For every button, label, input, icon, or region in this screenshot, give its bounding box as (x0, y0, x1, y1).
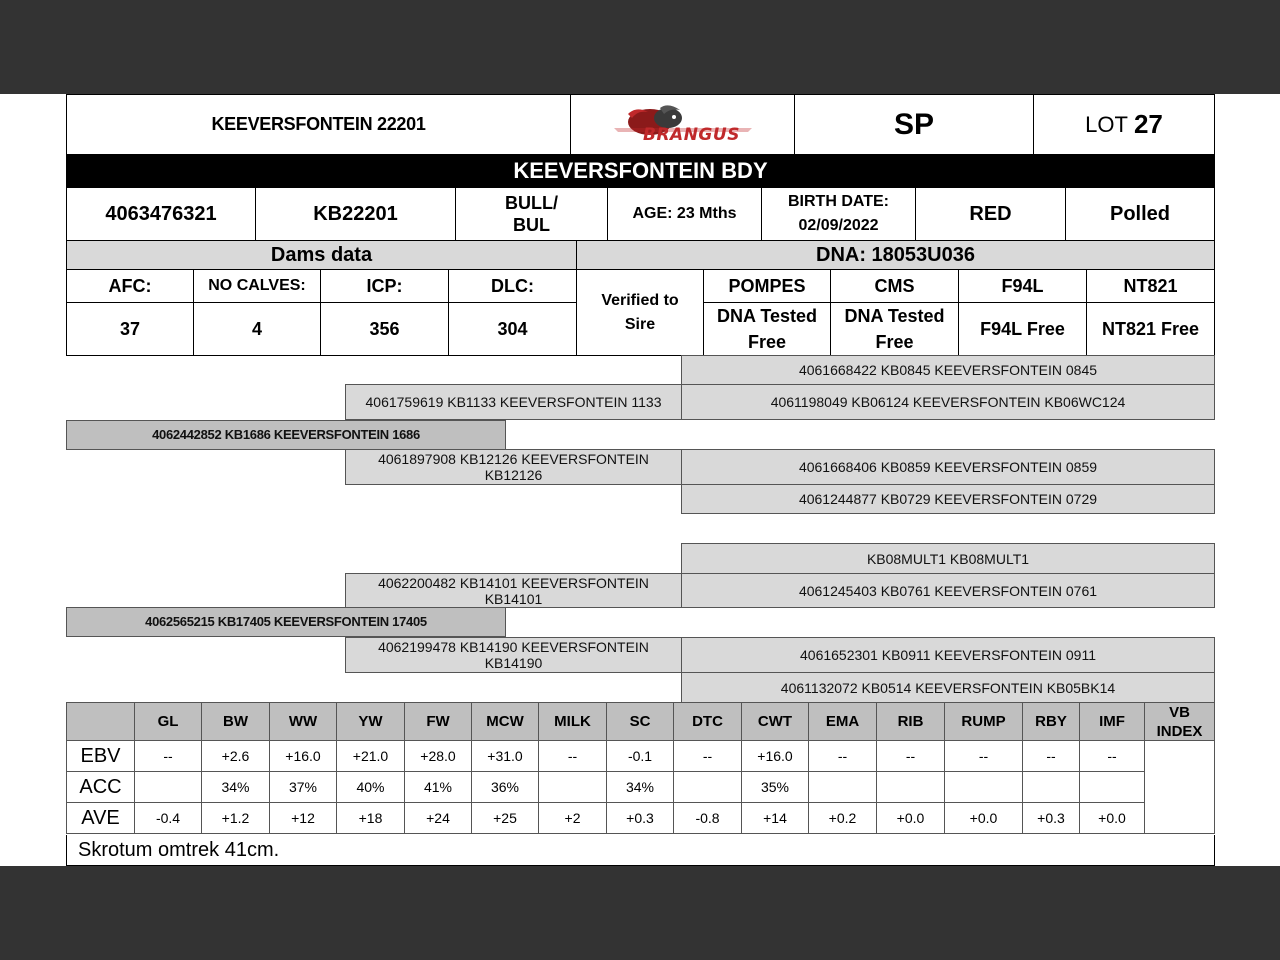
ebv-value-acc-sc: 34% (606, 771, 674, 803)
ebv-value-ave-dtc: -0.8 (673, 802, 742, 834)
brand-logo-text: BRANGUS (643, 125, 740, 145)
pedigree-dss: KB08MULT1 KB08MULT1 (681, 543, 1215, 574)
pompes-header: POMPES (703, 269, 831, 303)
ebv-value-ave-fw: +24 (404, 802, 472, 834)
cms-header: CMS (830, 269, 959, 303)
birth-date (761, 187, 916, 241)
ebv-value-ave-rib: +0.0 (876, 802, 945, 834)
ebv-value-acc-yw: 40% (336, 771, 405, 803)
afc-value: 37 (66, 302, 194, 356)
horn-status: Polled (1065, 187, 1215, 241)
ebv-value-acc-dtc (673, 771, 742, 803)
ebv-value-acc-ema (808, 771, 877, 803)
ebv-row-label-ave: AVE (66, 802, 135, 834)
sex (455, 187, 608, 241)
ebv-col-bw: BW (201, 702, 270, 741)
title-bar: KEEVERSFONTEIN BDY (66, 154, 1215, 188)
ebv-col-imf: IMF (1079, 702, 1145, 741)
ebv-col-sc: SC (606, 702, 674, 741)
ebv-value-ebv-fw: +28.0 (404, 740, 472, 772)
sex-line-2: BUL (513, 215, 550, 235)
ebv-value-ebv-milk: -- (538, 740, 607, 772)
nt821-value: NT821 Free (1086, 302, 1215, 356)
ebv-col-rby: RBY (1022, 702, 1080, 741)
nt821-header: NT821 (1086, 269, 1215, 303)
pedigree-sire: 4062442852 KB1686 KEEVERSFONTEIN 1686 (66, 420, 506, 450)
dlc-value: 304 (448, 302, 577, 356)
pedigree-dam-dam: 4062199478 KB14190 KEEVERSFONTEIN KB14190 (345, 637, 682, 673)
ebv-col-ema: EMA (808, 702, 877, 741)
vb-index-line-1: VB (1169, 703, 1190, 721)
no-calves-value: 4 (193, 302, 321, 356)
dna-title: DNA: 18053U036 (576, 240, 1215, 270)
f94l-header: F94L (958, 269, 1087, 303)
vb-index-line-2: INDEX (1156, 722, 1203, 740)
ebv-row-label-ebv: EBV (66, 740, 135, 772)
icp-value: 356 (320, 302, 449, 356)
ebv-value-ebv-yw: +21.0 (336, 740, 405, 772)
no-calves-header: NO CALVES: (193, 269, 321, 303)
ebv-row-label-acc: ACC (66, 771, 135, 803)
category: SP (794, 94, 1034, 155)
sale-sheet (0, 94, 1280, 866)
ebv-col-cwt: CWT (741, 702, 809, 741)
ebv-value-acc-gl (134, 771, 202, 803)
f94l-value: F94L Free (958, 302, 1087, 356)
ebv-value-ebv-imf: -- (1079, 740, 1145, 772)
age: AGE: 23 Mths (607, 187, 762, 241)
ebv-value-ebv-sc: -0.1 (606, 740, 674, 772)
ebv-col-ww: WW (269, 702, 337, 741)
ebv-value-ebv-rump: -- (944, 740, 1023, 772)
icp-header: ICP: (320, 269, 449, 303)
pedigree-dsd: 4061245403 KB0761 KEEVERSFONTEIN 0761 (681, 573, 1215, 608)
ebv-value-acc-rump (944, 771, 1023, 803)
ebv-value-ave-milk: +2 (538, 802, 607, 834)
dams-data-title: Dams data (66, 240, 577, 270)
ebv-value-ave-mcw: +25 (471, 802, 539, 834)
verified-to-sire: Verified to Sire (576, 269, 704, 356)
ebv-corner (66, 702, 135, 741)
ebv-col-milk: MILK (538, 702, 607, 741)
pedigree-ddd: 4061132072 KB0514 KEEVERSFONTEIN KB05BK14 (681, 672, 1215, 703)
ebv-value-ave-sc: +0.3 (606, 802, 674, 834)
ebv-value-ave-rump: +0.0 (944, 802, 1023, 834)
birth-date-label: BIRTH DATE: (787, 193, 890, 210)
colour: RED (915, 187, 1066, 241)
ebv-table (66, 702, 1215, 836)
ebv-value-acc-mcw: 36% (471, 771, 539, 803)
pompes-value: DNA Tested Free (703, 302, 831, 356)
ebv-col-dtc: DTC (673, 702, 742, 741)
ebv-value-ave-ww: +12 (269, 802, 337, 834)
ebv-value-ave-gl: -0.4 (134, 802, 202, 834)
ebv-value-acc-fw: 41% (404, 771, 472, 803)
ebv-col-fw: FW (404, 702, 472, 741)
ebv-col-gl: GL (134, 702, 202, 741)
ebv-value-acc-ww: 37% (269, 771, 337, 803)
pedigree-sire-sire: 4061759619 KB1133 KEEVERSFONTEIN 1133 (345, 384, 682, 420)
ebv-value-ave-cwt: +14 (741, 802, 809, 834)
pedigree-ssd: 4061198049 KB06124 KEEVERSFONTEIN KB06WC124 (681, 384, 1215, 420)
ebv-col-rump: RUMP (944, 702, 1023, 741)
ebv-value-acc-milk (538, 771, 607, 803)
sex-line-1: BULL/ (505, 193, 558, 213)
ebv-value-ebv-rib: -- (876, 740, 945, 772)
pedigree-dam: 4062565215 KB17405 KEEVERSFONTEIN 17405 (66, 607, 506, 637)
ebv-value-acc-rib (876, 771, 945, 803)
ebv-value-ave-imf: +0.0 (1079, 802, 1145, 834)
ebv-value-acc-rby (1022, 771, 1080, 803)
ebv-value-ebv-bw: +2.6 (201, 740, 270, 772)
pedigree-sire-dam: 4061897908 KB12126 KEEVERSFONTEIN KB12126 (345, 449, 682, 485)
ebv-value-acc-bw: 34% (201, 771, 270, 803)
afc-header: AFC: (66, 269, 194, 303)
ebv-value-ebv-rby: -- (1022, 740, 1080, 772)
cms-value: DNA Tested Free (830, 302, 959, 356)
ebv-value-ave-yw: +18 (336, 802, 405, 834)
scrotum-note-box (66, 835, 1215, 866)
pedigree-sdd: 4061244877 KB0729 KEEVERSFONTEIN 0729 (681, 484, 1215, 514)
ebv-value-ebv-mcw: +31.0 (471, 740, 539, 772)
brangus-logo (570, 94, 795, 155)
registration-number: 4063476321 (66, 187, 256, 241)
vb-index-value (1144, 740, 1215, 834)
ebv-col-rib: RIB (876, 702, 945, 741)
ebv-value-ave-bw: +1.2 (201, 802, 270, 834)
ebv-value-acc-cwt: 35% (741, 771, 809, 803)
lot-box (1033, 94, 1215, 155)
ebv-value-acc-imf (1079, 771, 1145, 803)
ebv-value-ebv-ww: +16.0 (269, 740, 337, 772)
dlc-header: DLC: (448, 269, 577, 303)
pedigree-dds: 4061652301 KB0911 KEEVERSFONTEIN 0911 (681, 637, 1215, 673)
ebv-value-ebv-gl: -- (134, 740, 202, 772)
animal-name: KEEVERSFONTEIN 22201 (66, 94, 571, 155)
lot-number: 27 (1133, 109, 1163, 139)
ebv-col-mcw: MCW (471, 702, 539, 741)
vb-index-header (1144, 702, 1215, 741)
pedigree-dam-sire: 4062200482 KB14101 KEEVERSFONTEIN KB14101 (345, 573, 682, 608)
ebv-value-ebv-ema: -- (808, 740, 877, 772)
pedigree-sss: 4061668422 KB0845 KEEVERSFONTEIN 0845 (681, 355, 1215, 385)
ebv-value-ave-rby: +0.3 (1022, 802, 1080, 834)
scrotum-note: Skrotum omtrek 41cm. (78, 838, 280, 861)
pedigree-sds: 4061668406 KB0859 KEEVERSFONTEIN 0859 (681, 449, 1215, 485)
ebv-col-yw: YW (336, 702, 405, 741)
herd-code: KB22201 (255, 187, 456, 241)
birth-date-value: 02/09/2022 (798, 217, 879, 234)
ebv-value-ave-ema: +0.2 (808, 802, 877, 834)
ebv-value-ebv-dtc: -- (673, 740, 742, 772)
lot-label: LOT (1085, 111, 1128, 137)
ebv-value-ebv-cwt: +16.0 (741, 740, 809, 772)
